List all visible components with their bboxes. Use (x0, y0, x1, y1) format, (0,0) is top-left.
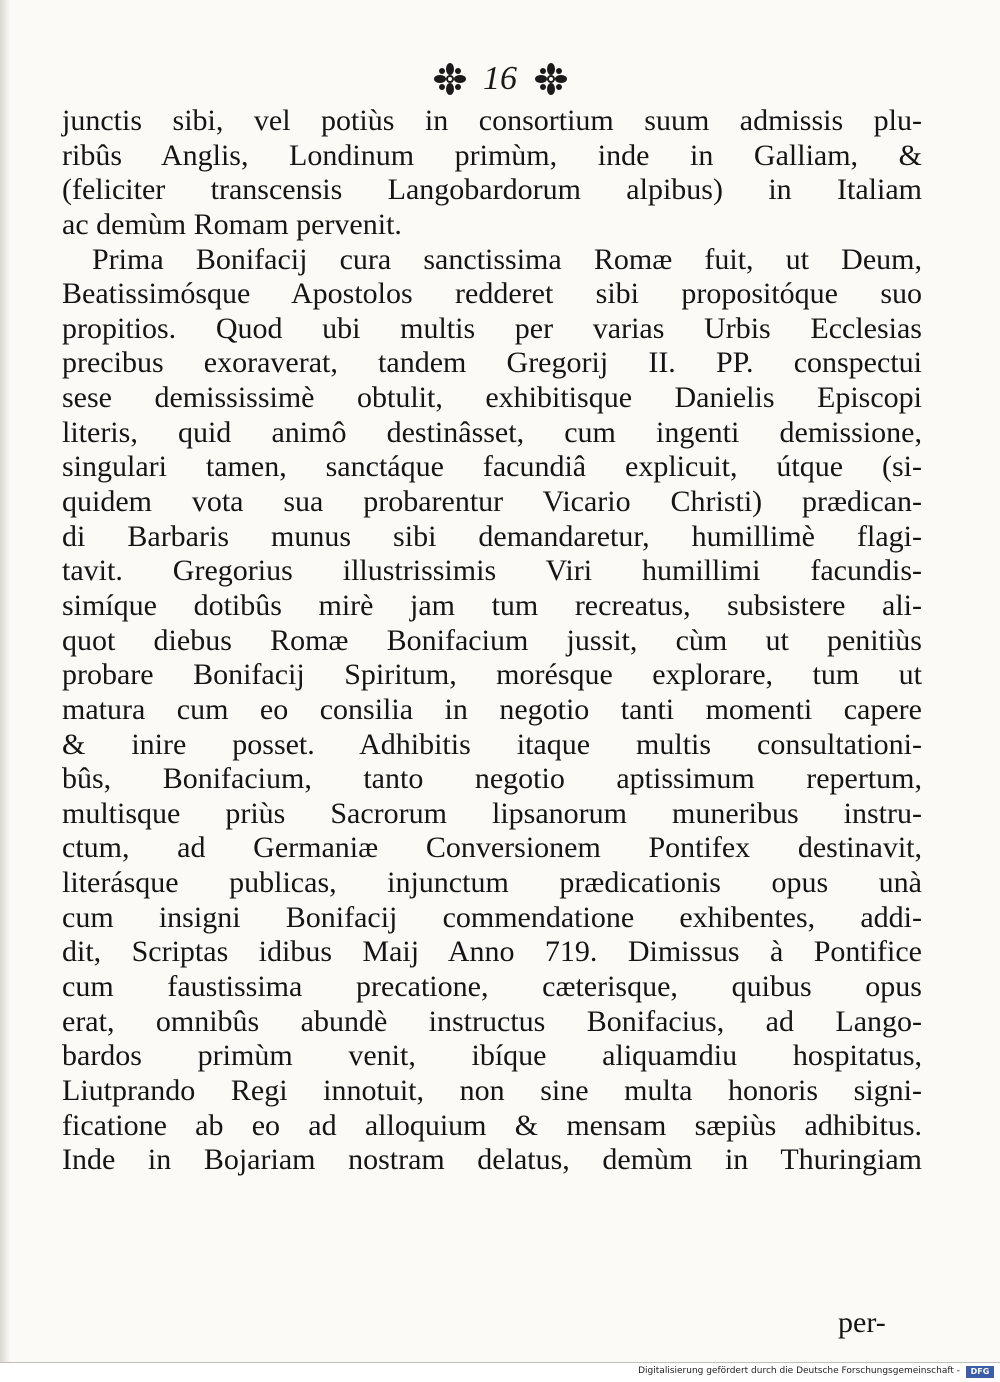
text-line: bûs, Bonifacium, tanto negotio aptissimum repertum, (62, 762, 922, 796)
text-line: Beatissimósque Apostolos redderet sibi propositóque suo (62, 277, 922, 311)
text-line: (feliciter transcensis Langobardorum alpibus) in Italiam (62, 173, 922, 207)
text-line: Liutprando Regi innotuit, non sine multa honoris signi- (62, 1073, 922, 1107)
text-line: cum insigni Bonifacij commendatione exhibentes, addi- (62, 900, 922, 934)
text-line: literásque publicas, injunctum prædicationis opus unà (62, 866, 922, 900)
text-line: probare Bonifacij Spiritum, morésque explorare, tum ut (62, 658, 922, 692)
text-line: simíque dotibûs mirè jam tum recreatus, subsistere ali- (62, 588, 922, 622)
floral-ornament-icon (534, 62, 568, 96)
text-line: bardos primùm venit, ibíque aliquamdiu hospitatus, (62, 1039, 922, 1073)
text-line: erat, omnibûs abundè instructus Bonifacius, ad Lango- (62, 1004, 922, 1038)
page-header (0, 52, 1000, 102)
text-line: singulari tamen, sanctáque facundiâ explicuit, útque (si- (62, 450, 922, 484)
body-text (62, 104, 922, 1178)
text-line: Prima Bonifacij cura sanctissima Romæ fuit, ut Deum, (92, 242, 922, 276)
text-line: Inde in Bojariam nostram delatus, demùm in Thuringiam (62, 1143, 922, 1177)
text-line: ficatione ab eo ad alloquium & mensam sæpiùs adhibitus. (62, 1108, 922, 1142)
text-line: matura cum eo consilia in negotio tanti momenti capere (62, 692, 922, 726)
catchword: per- (838, 1306, 886, 1339)
text-line: multisque priùs Sacrorum lipsanorum muneribus instru- (62, 796, 922, 830)
text-line: ac demùm Romam pervenit. (62, 207, 402, 241)
text-line: tavit. Gregorius illustrissimis Viri humillimi facundis- (62, 554, 922, 588)
text-line: cum faustissima precatione, cæterisque, quibus opus (62, 970, 922, 1004)
text-line: propitios. Quod ubi multis per varias Urbis Ecclesias (62, 311, 922, 345)
text-line: sese demississimè obtulit, exhibitisque Danielis Episcopi (62, 381, 922, 415)
dfg-logo: DFG (966, 1366, 994, 1378)
funding-credit: Digitalisierung gefördert durch die Deutsche Forschungsgemeinschaft - (638, 1366, 960, 1376)
text-line: ribûs Anglis, Londinum primùm, inde in Galliam, & (62, 138, 922, 172)
text-line: quot diebus Romæ Bonifacium jussit, cùm ut penitiùs (62, 623, 922, 657)
text-line: precibus exoraverat, tandem Gregorij II. PP. conspectui (62, 346, 922, 380)
text-line: & inire posset. Adhibitis itaque multis consultationi- (62, 727, 922, 761)
digitization-footer (0, 1362, 1000, 1382)
text-line: quidem vota sua probarentur Vicario Christi) prædican- (62, 485, 922, 519)
text-line: di Barbaris munus sibi demandaretur, humillimè flagi- (62, 519, 922, 553)
page-number: 16 (483, 60, 517, 98)
text-line: ctum, ad Germaniæ Conversionem Pontifex destinavit, (62, 831, 922, 865)
text-line: junctis sibi, vel potiùs in consortium suum admissis plu- (62, 104, 922, 137)
text-line: literis, quid animô destinâsset, cum ingenti demissione, (62, 415, 922, 449)
text-line: dit, Scriptas idibus Maij Anno 719. Dimissus à Pontifice (62, 935, 922, 969)
floral-ornament-icon (433, 62, 467, 96)
page-gutter-shadow (0, 0, 10, 1381)
